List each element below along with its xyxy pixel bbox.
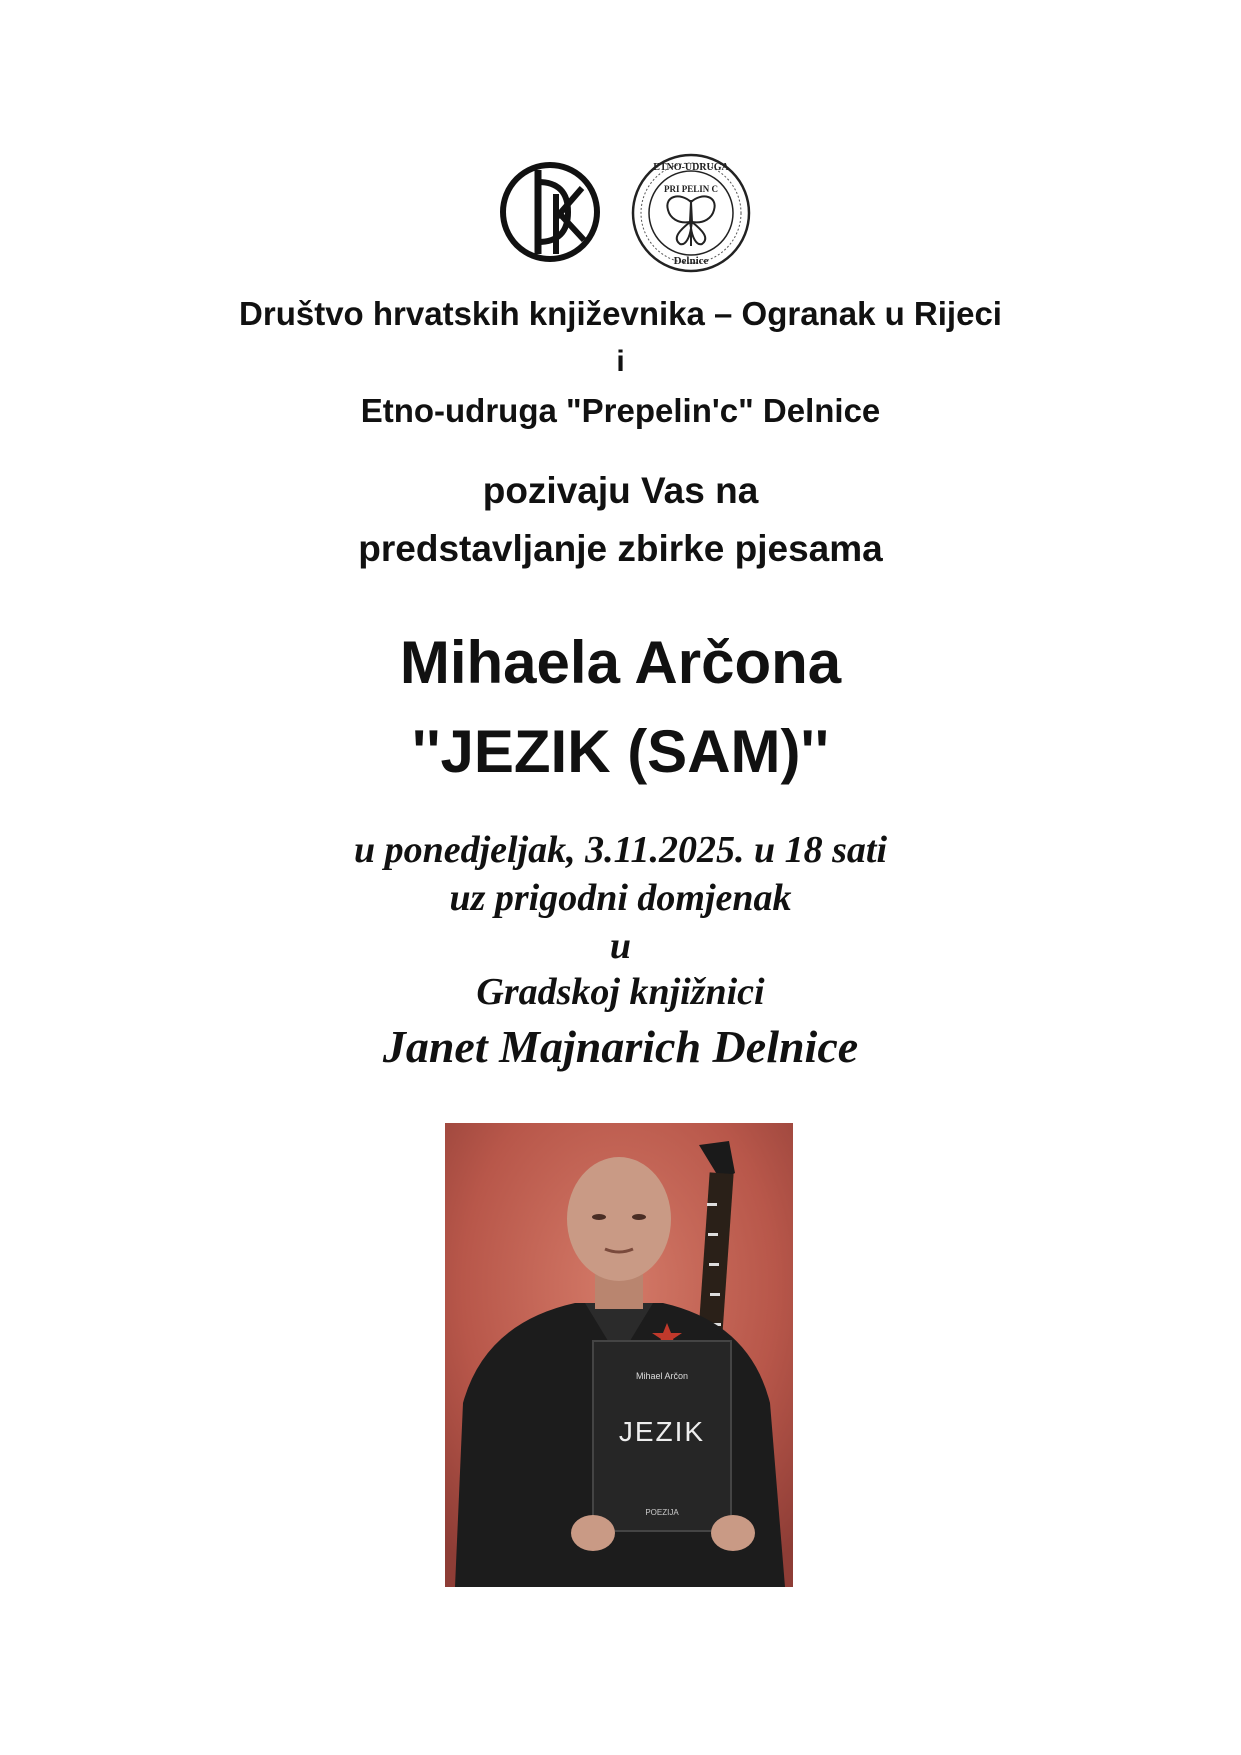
svg-text:Mihael Arčon: Mihael Arčon xyxy=(635,1371,689,1381)
conjunction: i xyxy=(616,345,625,378)
event-date: u ponedjeljak, 3.11.2025. u 18 sati xyxy=(353,829,888,871)
book-cover xyxy=(593,1341,731,1531)
organizer-dhk: Društvo hrvatskih književnika – Ogranak u Rijeci xyxy=(239,295,1002,332)
venue-line-2: Janet Majnarich Delnice xyxy=(382,1021,859,1072)
svg-text:POEZIJA: POEZIJA xyxy=(645,1508,679,1517)
venue-line-1: Gradskoj knjižnici xyxy=(476,971,765,1013)
svg-text:JEZIK: JEZIK xyxy=(618,1416,706,1447)
invite-line-1: pozivaju Vas na xyxy=(482,470,759,511)
head xyxy=(567,1157,671,1281)
etno-seal-icon xyxy=(630,152,752,274)
invite-line-2: predstavljanje zbirke pjesama xyxy=(358,528,883,569)
organizer-etno: Etno-udruga "Prepelin'c" Delnice xyxy=(360,392,881,429)
author-photo-illustration xyxy=(445,1123,793,1587)
venue-preposition: u xyxy=(609,925,632,967)
dhk-logo-icon xyxy=(498,160,602,264)
author-photo xyxy=(445,1123,793,1587)
book-title: ''JEZIK (SAM)'' xyxy=(411,718,830,785)
svg-text:ETNO-UDRUGA: ETNO-UDRUGA xyxy=(653,162,729,173)
author-name: Mihaela Arčona xyxy=(399,629,842,696)
refreshments-note: uz prigodni domjenak xyxy=(449,877,792,919)
logos-row xyxy=(0,150,1241,275)
svg-text:Delnice: Delnice xyxy=(673,255,709,267)
svg-text:PRI PELIN C: PRI PELIN C xyxy=(663,184,719,194)
